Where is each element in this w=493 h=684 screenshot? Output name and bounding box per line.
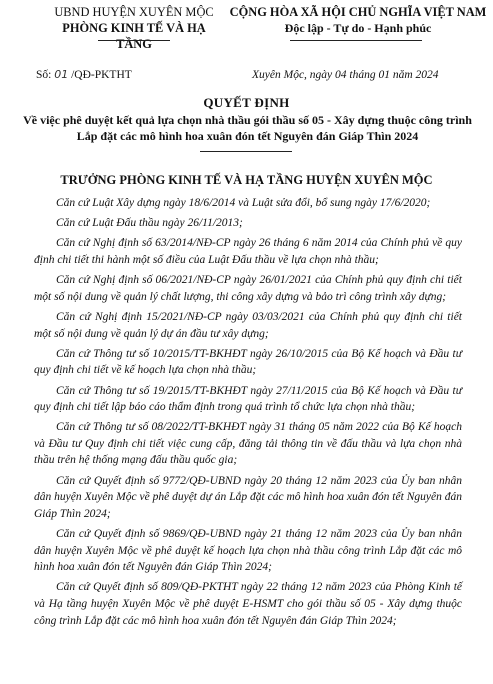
- issuer-header: [44, 4, 224, 52]
- legal-basis: Căn cứ Luật Đấu thầu ngày 26/11/2013;: [56, 217, 243, 230]
- legal-basis: Căn cứ Nghị định số 63/2014/NĐ-CP ngày 26 tháng 6 năm 2014 của Chính phủ về quy định chi tiết thi hành một số điều của Luật Đấu thầu về lựa chọn nhà thầu;: [34, 237, 462, 266]
- place-date: Xuyên Mộc, ngày 04 tháng 01 năm 2024: [252, 69, 439, 81]
- document-number: [36, 68, 132, 82]
- legal-basis: Căn cứ Luật Xây dựng ngày 18/6/2014 và Luật sửa đổi, bổ sung ngày 17/6/2020;: [56, 197, 431, 209]
- handwritten-number: 01: [54, 68, 69, 81]
- legal-basis: Căn cứ Quyết định số 9869/QĐ-UBND ngày 21 tháng 12 năm 2023 của Ủy ban nhân dân huyện Xuyên Mộc về phê duyệt kế hoạch lựa chọn nhà thầu công trình Lắp đặt các mô hình hoa xuân đón tết Nguyên đán Giáp Thìn 2024;: [34, 528, 462, 574]
- nation-name: CỘNG HÒA XÃ HỘI CHỦ NGHĨA VIỆT NAM: [229, 5, 487, 19]
- issuing-authority: TRƯỞNG PHÒNG KINH TẾ VÀ HẠ TẦNG HUYỆN XUYÊN MỘC: [60, 173, 433, 187]
- national-motto: Độc lập - Tự do - Hạnh phúc: [284, 21, 432, 35]
- national-header: [228, 4, 488, 36]
- number-suffix: /QĐ-PKTHT: [71, 69, 132, 81]
- subject-underline: [200, 151, 292, 152]
- legal-basis: Căn cứ Nghị định số 06/2021/NĐ-CP ngày 26/01/2021 của Chính phủ quy định chi tiết một số nội dung về quản lý chất lượng, thi công xây dựng và bảo trì công trình xây dựng;: [34, 274, 462, 303]
- legal-basis: Căn cứ Nghị định 15/2021/NĐ-CP ngày 03/03/2021 của Chính phủ quy định chi tiết một số nội dung về quản lý dự án đầu tư xây dựng;: [34, 310, 462, 340]
- legal-basis: Căn cứ Quyết định số 809/QĐ-PKTHT ngày 22 tháng 12 năm 2023 của Phòng Kinh tế và Hạ tầng huyện Xuyên Mộc về phê duyệt E-HSMT cho gói thầu số 05 - Xây dựng thuộc công trình Lắp đặt các mô hình hoa xuân đón tết Nguyên đán Giáp Thìn 2024;: [34, 581, 462, 627]
- legal-basis: Căn cứ Thông tư số 10/2015/TT-BKHĐT ngày 26/10/2015 của Bộ Kế hoạch và Đầu tư quy định chi tiết về kế hoạch lựa chọn nhà thầu;: [34, 347, 462, 377]
- document-title: QUYẾT ĐỊNH: [203, 95, 290, 110]
- legal-basis: Căn cứ Quyết định số 9772/QĐ-UBND ngày 20 tháng 12 năm 2023 của Ủy ban nhân dân huyện Xuyên Mộc về phê duyệt dự án Lắp đặt các mô hình hoa xuân đón tết Nguyên đán Giáp Thìn 2024;: [34, 474, 462, 520]
- legal-basis: Căn cứ Thông tư số 08/2022/TT-BKHĐT ngày 31 tháng 05 năm 2022 của Bộ Kế hoạch và Đầu tư Quy định chi tiết việc cung cấp, đăng tải thông tin về đấu thầu và lựa chọn nhà thầu trên hệ thống mạng đấu thầu quốc gia;: [34, 421, 462, 467]
- number-prefix: Số:: [36, 69, 52, 81]
- department-name: PHÒNG KINH TẾ VÀ HẠ TẦNG: [62, 21, 206, 51]
- legal-basis: Căn cứ Thông tư số 19/2015/TT-BKHĐT ngày 27/11/2015 của Bộ Kế hoạch và Đầu tư quy định chi tiết lập báo cáo thẩm định trong quá trình tổ chức lựa chọn nhà thầu;: [34, 384, 462, 414]
- legal-bases-list: [34, 195, 462, 633]
- agency-name: UBND HUYỆN XUYÊN MỘC: [54, 5, 214, 19]
- issuer-underline: [98, 40, 170, 41]
- motto-underline: [290, 40, 422, 41]
- document-subject: Về việc phê duyệt kết quả lựa chọn nhà thầu gói thầu số 05 - Xây dựng thuộc công trình Lắp đặt các mô hình hoa xuân đón tết Nguyên đán Giáp Thìn 2024: [23, 113, 472, 143]
